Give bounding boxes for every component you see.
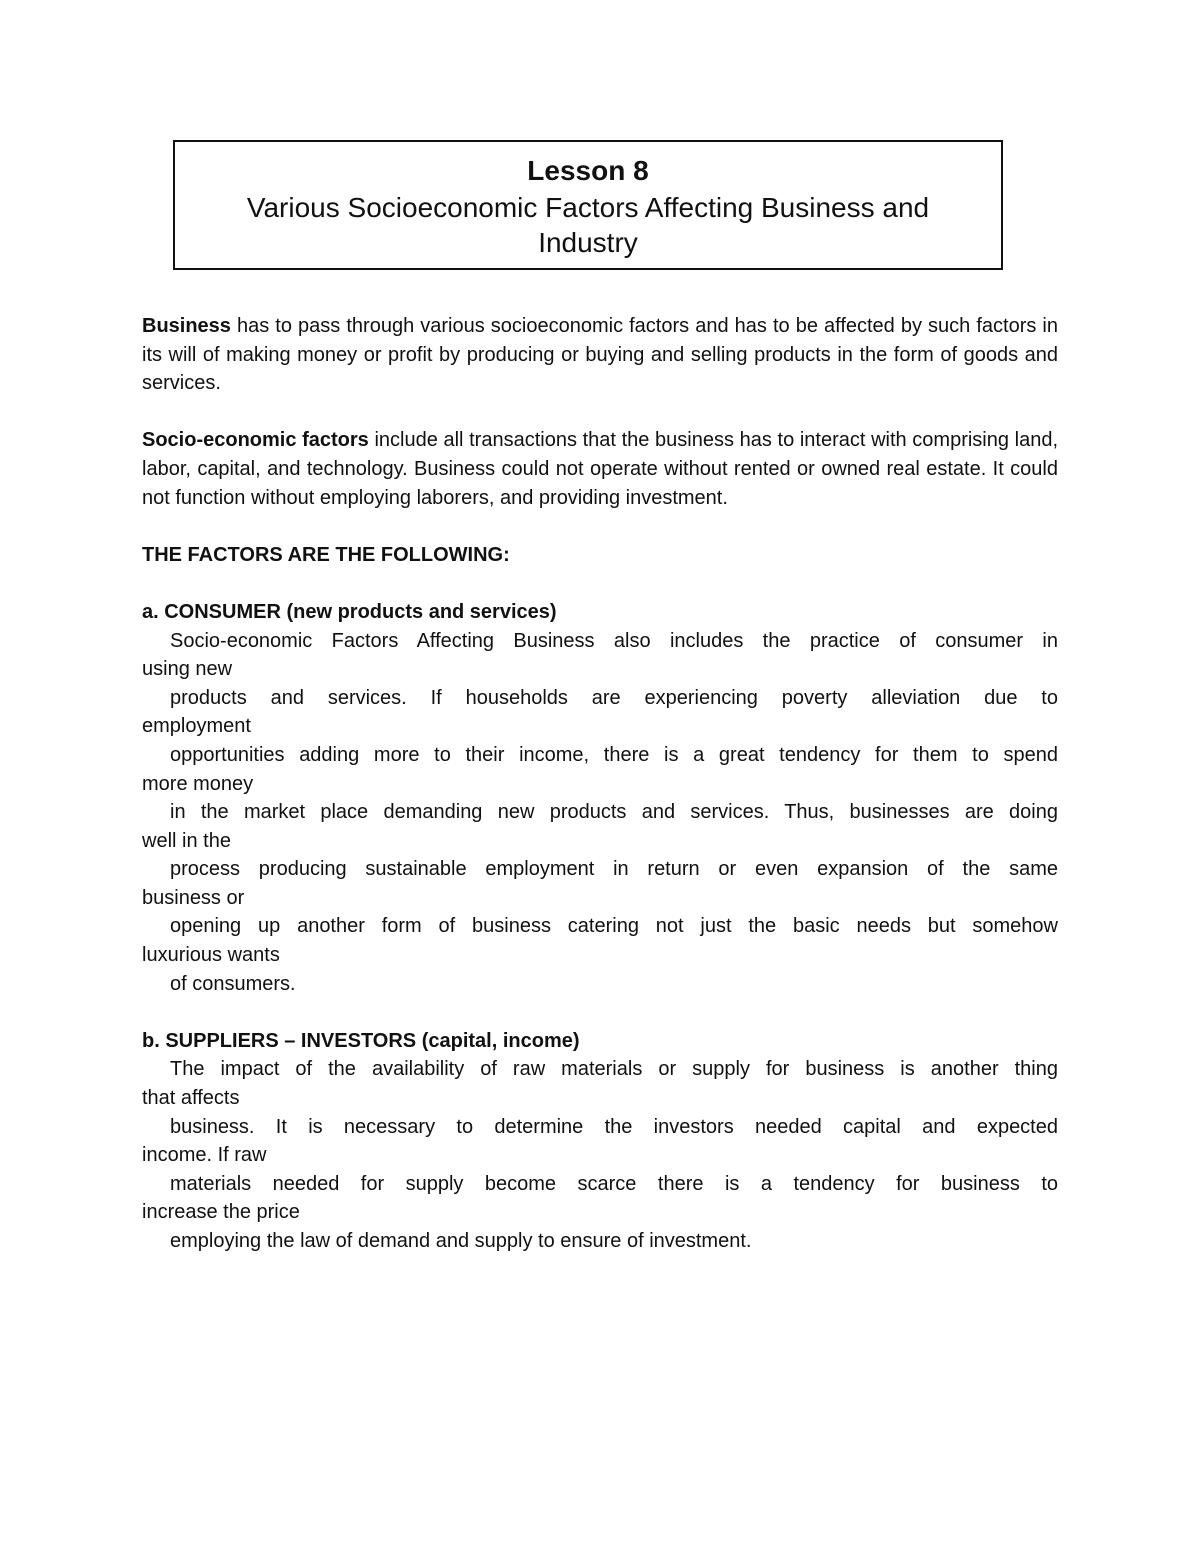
- consumer-line-5: process producing sustainable employment in return or even expansion of the same: [170, 858, 1058, 881]
- consumer-line-4: in the market place demanding new products and services. Thus, businesses are doing: [170, 801, 1058, 824]
- consumer-last-line: of consumers.: [170, 972, 296, 995]
- suppliers-tail-2: income. If raw: [142, 1144, 267, 1167]
- consumer-tail-2: employment: [142, 715, 251, 738]
- consumer-line-2: products and services. If households are experiencing poverty alleviation due to: [170, 686, 1058, 709]
- consumer-line-1: Socio-economic Factors Affecting Business also includes the practice of consumer in: [170, 629, 1058, 652]
- consumer-tail-4: well in the: [142, 829, 231, 852]
- consumer-tail-6: luxurious wants: [142, 944, 280, 967]
- consumer-tail-5: business or: [142, 886, 245, 909]
- suppliers-line-2: business. It is necessary to determine the investors needed capital and expected: [170, 1115, 1058, 1138]
- suppliers-tail-3: increase the price: [142, 1201, 300, 1224]
- document-body: [142, 312, 1058, 1284]
- suppliers-section: [142, 1027, 1058, 1256]
- suppliers-last-line: employing the law of demand and supply to ensure of investment.: [170, 1230, 752, 1252]
- suppliers-tail-1: that affects: [142, 1087, 240, 1110]
- lesson-number: Lesson 8: [527, 155, 649, 186]
- intro-text: has to pass through various socioeconomic factors and has to be affected by such factors in its will of making money or profit by producing or buying and selling products in the form of goods and services.: [142, 315, 1058, 395]
- intro-term: Business: [142, 315, 231, 337]
- consumer-heading: a. CONSUMER (new products and services): [142, 600, 557, 623]
- consumer-line-3: opportunities adding more to their income, there is a great tendency for them to spend: [170, 743, 1058, 766]
- consumer-line-6: opening up another form of business catering not just the basic needs but somehow: [170, 915, 1058, 938]
- factors-heading: THE FACTORS ARE THE FOLLOWING:: [142, 543, 510, 566]
- consumer-tail-1: using new: [142, 658, 233, 681]
- suppliers-line-3: materials needed for supply become scarce there is a tendency for business to: [170, 1172, 1058, 1195]
- lesson-title-box: [173, 140, 1003, 270]
- lesson-subtitle: Various Socioeconomic Factors Affecting Business and Industry: [246, 192, 930, 258]
- suppliers-line-1: The impact of the availability of raw materials or supply for business is another thing: [170, 1058, 1058, 1081]
- socio-paragraph: [142, 426, 1058, 512]
- consumer-section: [142, 598, 1058, 998]
- socio-term: Socio-economic factors: [142, 429, 369, 452]
- consumer-tail-3: more money: [142, 772, 254, 795]
- suppliers-heading: b. SUPPLIERS – INVESTORS (capital, income): [142, 1029, 580, 1052]
- intro-paragraph: [142, 312, 1058, 398]
- socio-text: include all transactions that the business has to interact with comprising land, labor, capital, and technology. Business could not operate without rented or owned real estate. It could not function without employing laborers, and providing investment.: [142, 429, 1058, 509]
